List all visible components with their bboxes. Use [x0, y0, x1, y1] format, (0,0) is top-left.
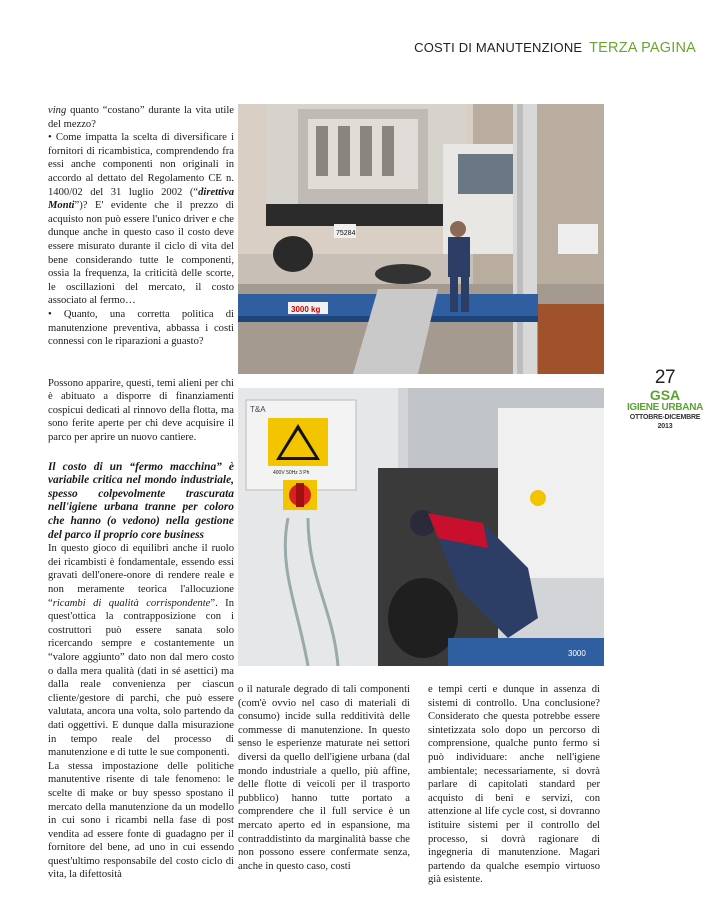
photo-truck-illustration	[238, 104, 604, 374]
paragraph-2: In questo gioco di equilibri anche il ruolo dei ricambisti è fondamentale, essendo essi gravati dell'onere-onore di rendere reale e non meramente teorica l'allocuzione “ricambi di qualità corrispondente”. In quest'ottica la contrapposizione con i costruttori può essere sanata solo ricercando sempre e costantemente un “valore aggiunto” dato non dal mero costo o dalla mera qualità (dati in sé asettici) ma dalla reale convenienza per ciascun cliente/gestore di parchi, che può essere valutata, ancora una volta, solo partendo da dati oggettivi. E dunque dalla misurazione in tempo reale del processo di manutenzione e di tutte le sue componenti.	[48, 543, 234, 759]
license-plate: 75284	[336, 230, 356, 237]
lift-capacity-label: 3000 kg	[291, 305, 321, 314]
text-column-middle	[238, 683, 410, 873]
text-column-right	[428, 683, 600, 887]
photo-truck-on-lift	[238, 104, 604, 374]
subheading: Il costo di un “fermo macchina” è variabile critica nel mondo industriale, spesso colpevolmente trascurata nell'igiene urbana tranne per coloro che hanno (o vedono) nella gestione del parco il proprio core business	[48, 460, 234, 541]
photo-worker-under-truck	[238, 388, 604, 666]
paragraph-1: Possono apparire, questi, temi alieni per chi è abituato a disporre di finanziamenti cospicui dedicati al rinnovo della flotta, ma sono ferite aperte per chi deve acquisire il parco per aprire un nuovo cantiere.	[48, 377, 234, 444]
paragraph-3: La stessa impostazione delle politiche manutentive risente di tale fenomeno: le scelte di make or buy spesso spostano il mercato della manutenzione da un modello in cui sono i ricambi nella fase di post vendita ad essere fonte di guadagno per il fornitore del bene, ad uno in cui essendo quest'ultimo responsabile del costo ciclo di vita, la difettosità	[48, 760, 234, 881]
photo-worker-illustration	[238, 388, 604, 666]
middle-column-text: o il naturale degrado di tali componenti (com'è ovvio nel caso di materiali di consumo) incide sulla redditività delle commesse di manutenzione. In questo senso le esperienze maturate nei settori diversi da quello dell'igiene urbana (dal mondo industriale a quello, più affine, delle flotte di veicoli per il trasporto pubblico) hanno tutte portato a comprendere che il full service è un mercato aperto ed in espansione, ma contraddistinto da marginalità basse che non possono essere confermate senza, anche in questo caso, costi	[238, 684, 410, 872]
intro-line: ving quanto “costano” durante la vita utile del mezzo?	[48, 105, 234, 130]
bullet-2: • Quanto, una corretta politica di manutenzione preventiva, abbassa i costi connessi con le riparazioni a guasto?	[48, 308, 234, 348]
section-title: COSTI DI MANUTENZIONE	[414, 40, 583, 55]
warning-label: 400V 50Hz 3 Ph	[273, 470, 310, 476]
lift-label: 3000	[568, 649, 586, 658]
panel-brand-label: T&A	[250, 405, 266, 414]
running-header	[414, 40, 696, 56]
page-number: 27	[654, 367, 676, 388]
page-folio	[625, 368, 705, 431]
bullet-1: • Come impatta la scelta di diversificare i fornitori di ricambistica, comprendendo fra essi anche componenti non originali in accordo al dettato del Regolamento CE n. 1400/02 del 31 luglio 2002 (“direttiva Monti”)? E' evidente che il prezzo di acquisto non può essere l'unico driver e che dunque anche in questo caso il costo deve essere misurato durante il ciclo di vita del bene considerando tutte le componenti, ossia la frequenza, la criticità delle scorte, le oscillazioni del mercato, il costo associato al fermo…	[48, 132, 234, 307]
issue-date: OTTOBRE-DICEMBRE 2013	[629, 414, 701, 430]
text-column-left	[48, 104, 234, 882]
page-category: TERZA PAGINA	[589, 40, 696, 56]
magazine-logo: GSA	[649, 387, 681, 403]
magazine-subtitle: IGIENE URBANA	[626, 402, 704, 413]
right-column-text: e tempi certi e dunque in assenza di sistemi di controllo. Una conclusione? Considerato che questa potrebbe essere sintetizzata solo dopo un percorso di comprensione, qualche punto fermo si può individuare: anche nell'igiene ambientale; necessariamente, si dovrà parlare di capitolati standard per acquisto di beni e servizi, con attenzione al life cycle cost, si dovranno istituire sistemi per il controllo del processo, si dovrà ragionare di ingegneria di manutenzione. Magari partendo da qualche esempio virtuoso già esistente.	[428, 684, 600, 886]
